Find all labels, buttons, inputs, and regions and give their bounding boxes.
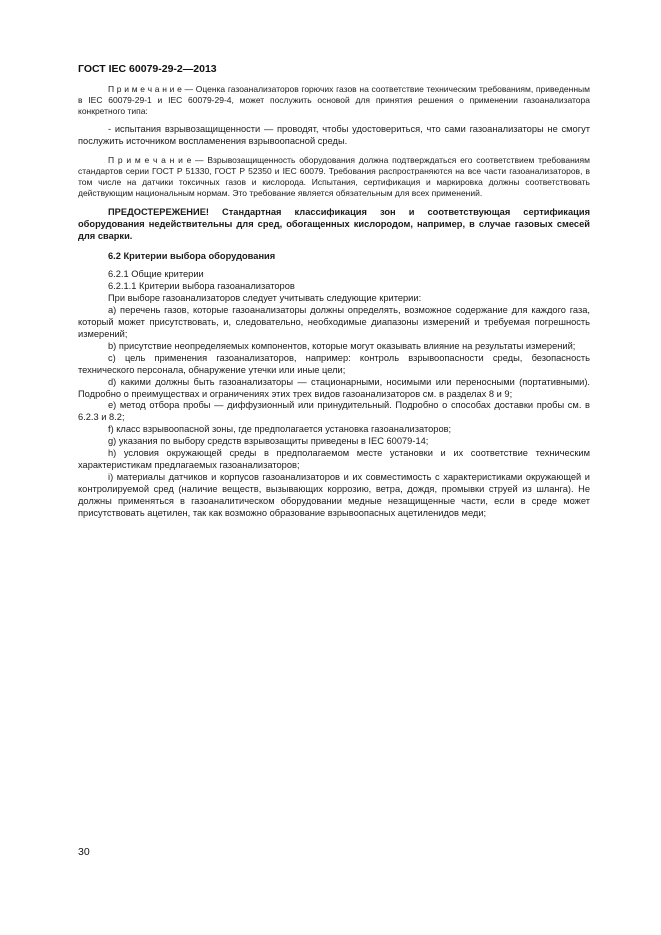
criterion-c: c) цель применения газоанализаторов, например: контроль взрывоопасности среды, безопасность технического персонала, обнаружение утечки или иные цели; [78,352,590,375]
note-2: П р и м е ч а н и е — Взрывозащищенность оборудования должна подтверждаться его соответствием требованиям стандартов серии ГОСТ Р 51330, ГОСТ Р 52350 и IEC 60079. Требования распространяются на все части газоанализаторов, в том числе на датчики токсичных газов и кислорода. Испытания, сертификация и маркировка должны соответствовать действующим национальным нормам. Это требование является обязательным для всех применений. [78,154,590,198]
warning-paragraph: ПРЕДОСТЕРЕЖЕНИЕ! Стандартная классификация зон и соответствующая сертификация оборудования недействительны для сред, обогащенных кислородом, например, в случае газовых смесей для сварки. [78,206,590,241]
page-number: 30 [78,846,90,858]
section-heading: 6.2 Критерии выбора оборудования [108,250,276,261]
document-header: ГОСТ IEC 60079-29-2—2013 [78,63,217,75]
criterion-b: b) присутствие неопределяемых компонентов, которые могут оказывать влияние на результаты измерений; [108,340,576,351]
subsection-heading: 6.2.1 Общие критерии [108,269,204,280]
document-body [78,84,590,519]
criterion-d: d) какими должны быть газоанализаторы — стационарными, носимыми или переносными (портативными). Подробно о преимуществах и ограничениях этих трех видов газоанализаторов см. в разделах 8 и 9; [78,376,590,399]
criterion-a: a) перечень газов, которые газоанализаторы должны определять, возможное содержание для каждого газа, который может присутствовать, и, следовательно, необходимые диапазоны измерений и требуемая погрешность измерений; [78,305,590,339]
criterion-f: f) класс взрывоопасной зоны, где предполагается установка газоанализаторов; [108,424,452,435]
subsubsection-heading: 6.2.1.1 Критерии выбора газоанализаторов [108,281,295,292]
note-1: П р и м е ч а н и е — Оценка газоанализаторов горючих газов на соответствие техническим требованиям, приведенным в IEC 60079-29-1 и IEC 60079-29-4, может послужить основой для принятия решения о применении газоанализатора конкретного типа: [78,84,590,116]
criterion-h: h) условия окружающей среды в предполагаемом месте установки и их соответствие техническим характеристикам предлагаемых газоанализаторов; [78,448,590,470]
criteria-intro: При выборе газоанализаторов следует учитывать следующие критерии: [108,293,422,304]
criterion-e: e) метод отбора пробы — диффузионный или принудительный. Подробно о способах доставки пробы см. в 6.2.3 и 8.2; [78,400,590,423]
criterion-g: g) указания по выбору средств взрывозащиты приведены в IEC 60079-14; [108,436,429,447]
criterion-i: i) материалы датчиков и корпусов газоанализаторов и их совместимость с характеристиками окружающей и контролируемой сред (наличие веществ, вызывающих коррозию, ветра, дождя, промывки струей из шланга). Не должны применяться в газоаналитическом оборудовании медные незащищенные части, если в среде может присутствовать ацетилен, так как возможно образование взрывоопасных ацетиленидов меди; [78,471,590,518]
bullet-1: - испытания взрывозащищенности — проводят, чтобы удостовериться, что сами газоанализаторы не смогут послужить источником воспламенения взрывоопасной среды. [78,124,590,146]
